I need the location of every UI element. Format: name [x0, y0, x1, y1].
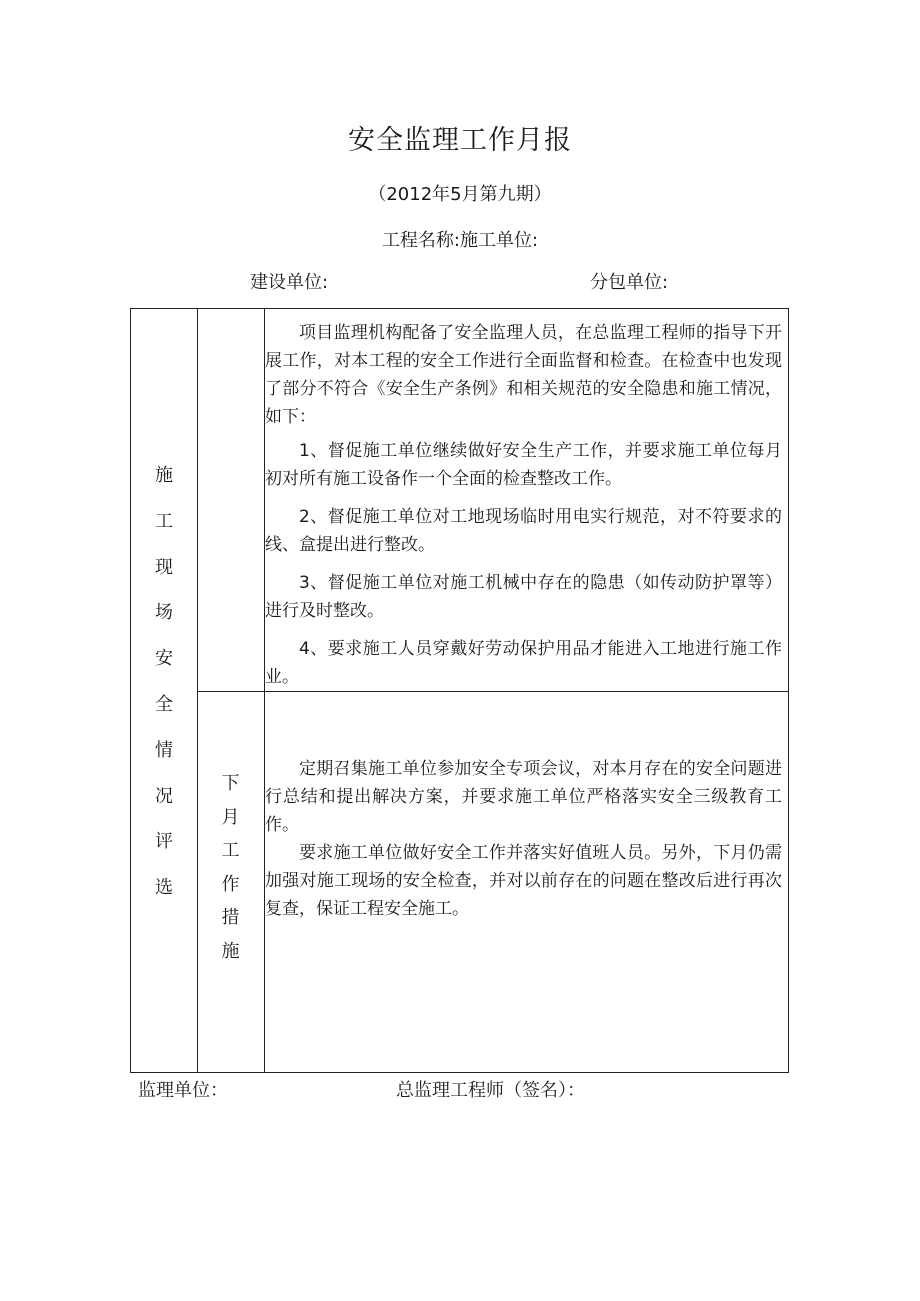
next-month-paragraph: 定期召集施工单位参加安全专项会议，对本月存在的安全问题进行总结和提出解决方案，并要求施工单位严格落实安全三级教育工作。	[265, 759, 782, 835]
next-month-label: 下 月 工 作 措 施	[221, 773, 240, 962]
next-month-cell	[265, 755, 782, 923]
supervisor-unit: 监理单位：	[138, 1080, 228, 1101]
situation-item: 3、督促施工单位对施工机械中存在的隐患（如传动防护罩等）进行及时整改。	[265, 573, 782, 621]
situation-item: 2、督促施工单位对工地现场临时用电实行规范，对不符要求的线、盒提出进行整改。	[265, 507, 782, 555]
situation-item: 4、要求施工人员穿戴好劳动保护用品才能进入工地进行施工作业。	[265, 639, 782, 687]
situation-intro: 项目监理机构配备了安全监理人员，在总监理工程师的指导下开展工作，对本工程的安全工作进行全面监督和检查。在检查中也发现了部分不符合《安全生产条例》和相关规范的安全隐患和施工情况，如下：	[265, 323, 782, 427]
subcontractor-unit: 分包单位:	[590, 272, 669, 293]
issue-number: （2012年5月第九期）	[368, 184, 552, 205]
report-table	[130, 308, 789, 1073]
next-month-paragraph: 要求施工单位做好安全工作并落实好值班人员。另外，下月仍需加强对施工现场的安全检查，并对以前存在的问题在整改后进行再次复查，保证工程安全施工。	[265, 843, 782, 919]
situation-cell	[265, 319, 782, 701]
situation-item: 1、督促施工单位继续做好安全生产工作，并要求施工单位每月初对所有施工设备作一个全面的检查整改工作。	[265, 441, 782, 489]
section-label: 施 工 现 场 安 全 情 况 评 选	[155, 465, 173, 899]
project-name-line: 工程名称:施工单位:	[381, 230, 539, 251]
report-title: 安全监理工作月报	[348, 125, 572, 156]
builder-unit: 建设单位:	[250, 272, 329, 293]
chief-engineer-signature: 总监理工程师（签名）：	[396, 1080, 585, 1101]
